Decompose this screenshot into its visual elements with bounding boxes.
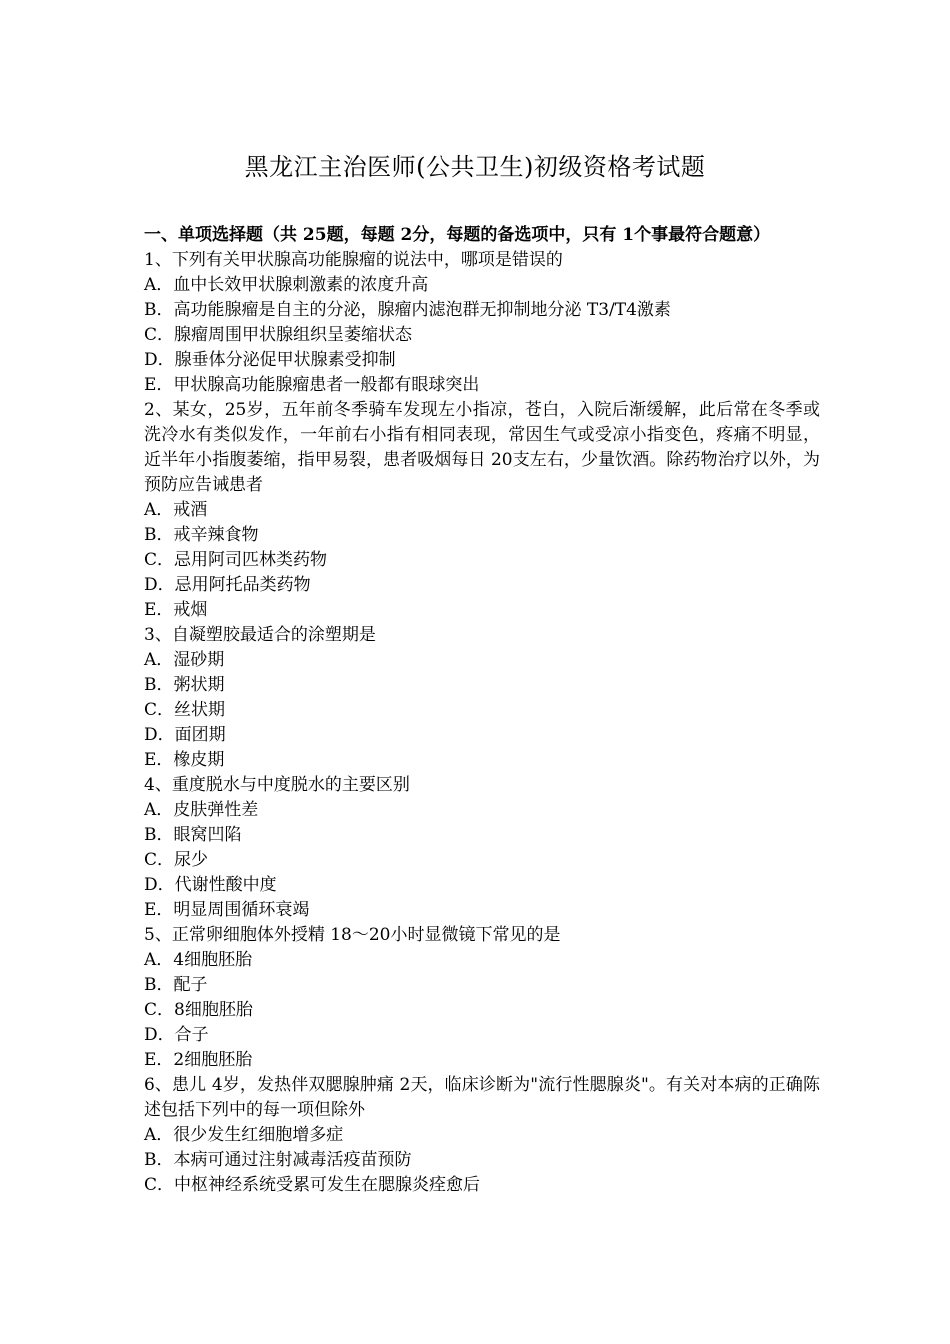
document-body: [144, 223, 820, 1198]
question-4-option-d: D．代谢性酸中度: [144, 875, 277, 895]
question-1-option-e: E．甲状腺高功能腺瘤患者一般都有眼球突出: [144, 375, 480, 395]
question-2-option-c: C．忌用阿司匹林类药物: [144, 550, 328, 570]
question-3-option-c: C．丝状期: [144, 700, 226, 720]
question-2-option-d: D．忌用阿托品类药物: [144, 575, 311, 595]
question-5-stem: 5、正常卵细胞体外授精 18～20小时显微镜下常见的是: [144, 925, 561, 945]
question-6-option-c: C．中枢神经系统受累可发生在腮腺炎痊愈后: [144, 1175, 481, 1195]
question-2-option-a: A．戒酒: [144, 500, 208, 520]
question-6-option-a: A．很少发生红细胞增多症: [144, 1125, 344, 1145]
question-5-option-c: C．8细胞胚胎: [144, 1000, 253, 1020]
question-1-stem: 1、下列有关甲状腺高功能腺瘤的说法中，哪项是错误的: [144, 250, 563, 270]
question-2-stem: 2、某女，25岁，五年前冬季骑车发现左小指凉，苍白，入院后渐缓解，此后常在冬季或洗冷水有类似发作，一年前右小指有相同表现，常因生气或受凉小指变色，疼痛不明显，近半年小指腹萎缩，指甲易裂，患者吸烟每日 20支左右，少量饮酒。除药物治疗以外，为预防应告诫患者: [144, 400, 820, 495]
question-4-stem: 4、重度脱水与中度脱水的主要区别: [144, 775, 410, 795]
question-3-option-b: B．粥状期: [144, 675, 225, 695]
question-1-option-c: C．腺瘤周围甲状腺组织呈萎缩状态: [144, 325, 413, 345]
question-2-option-b: B．戒辛辣食物: [144, 525, 259, 545]
question-6-stem: 6、患儿 4岁，发热伴双腮腺肿痛 2天，临床诊断为"流行性腮腺炎"。有关对本病的正确陈述包括下列中的每一项但除外: [144, 1075, 820, 1120]
question-3-option-a: A．湿砂期: [144, 650, 225, 670]
question-1-option-d: D．腺垂体分泌促甲状腺素受抑制: [144, 350, 396, 370]
question-5-option-b: B．配子: [144, 975, 208, 995]
question-3-option-e: E．橡皮期: [144, 750, 225, 770]
section-heading: 一、单项选择题（共 25题，每题 2分，每题的备选项中，只有 1个事最符合题意）: [144, 225, 771, 245]
question-2-option-e: E．戒烟: [144, 600, 208, 620]
question-3-option-d: D．面团期: [144, 725, 226, 745]
question-5-option-d: D．合子: [144, 1025, 209, 1045]
question-4-option-c: C．尿少: [144, 850, 209, 870]
question-5-option-e: E．2细胞胚胎: [144, 1050, 253, 1070]
question-6-option-b: B．本病可通过注射减毒活疫苗预防: [144, 1150, 412, 1170]
question-4-option-a: A．皮肤弹性差: [144, 800, 259, 820]
question-5-option-a: A．4细胞胚胎: [144, 950, 253, 970]
question-1-option-b: B．高功能腺瘤是自主的分泌，腺瘤内滤泡群无抑制地分泌 T3/T4激素: [144, 300, 671, 320]
question-4-option-e: E．明显周围循环衰竭: [144, 900, 310, 920]
question-1-option-a: A．血中长效甲状腺刺激素的浓度升高: [144, 275, 429, 295]
question-4-option-b: B．眼窝凹陷: [144, 825, 242, 845]
document-title: 黑龙江主治医师(公共卫生)初级资格考试题: [244, 153, 706, 181]
question-3-stem: 3、自凝塑胶最适合的涂塑期是: [144, 625, 376, 645]
